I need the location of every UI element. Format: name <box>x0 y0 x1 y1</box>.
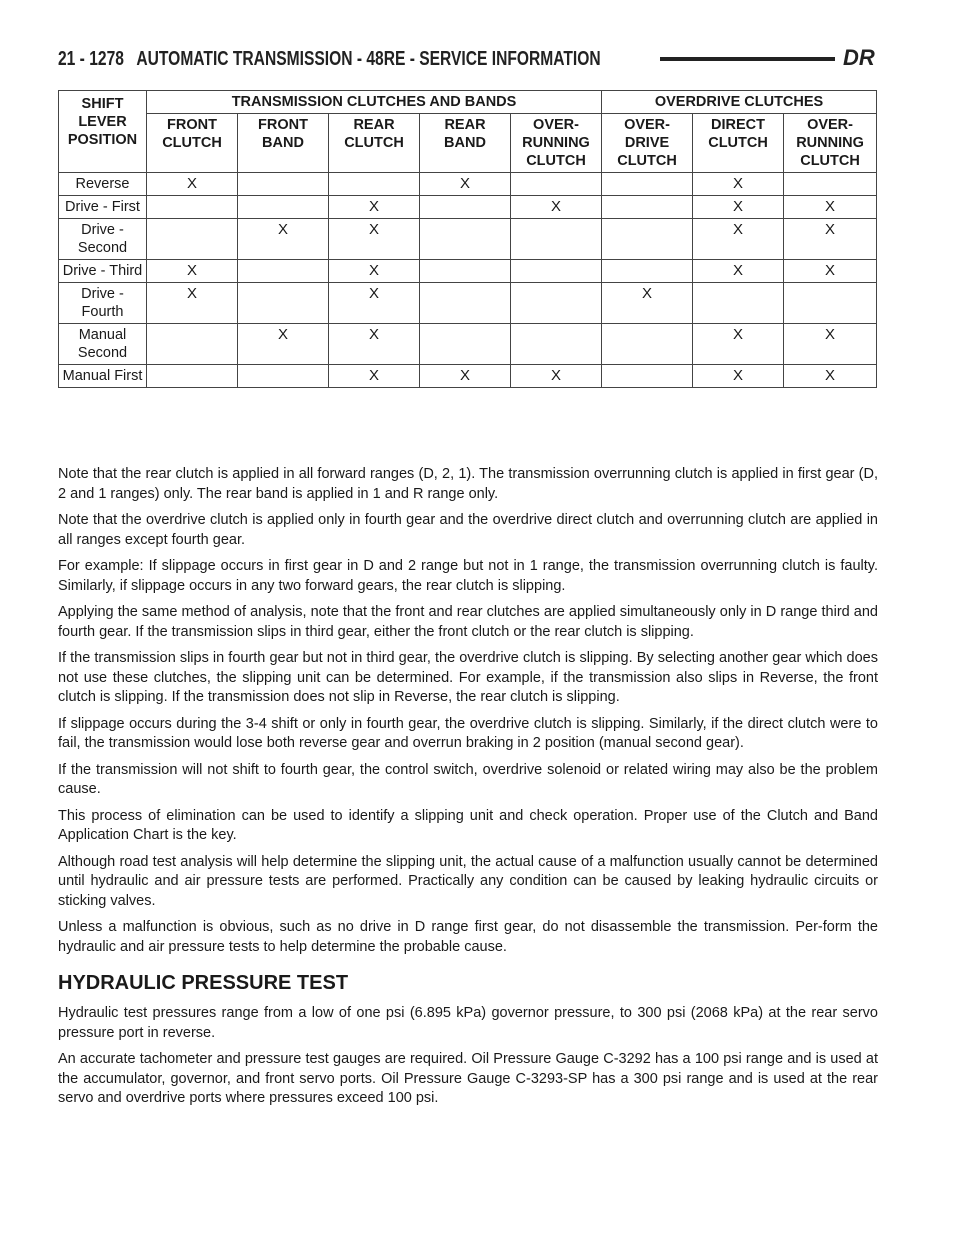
header-code: DR <box>843 45 875 70</box>
table-cell <box>602 365 693 388</box>
subheader-cell: DIRECT CLUTCH <box>693 114 784 173</box>
table-cell: X <box>693 260 784 283</box>
table-row <box>59 283 877 324</box>
subheader-cell: FRONT CLUTCH <box>147 114 238 173</box>
table-cell: X <box>238 219 329 260</box>
table-cell: X <box>693 365 784 388</box>
page-reference: 21 - 1278 <box>58 47 124 70</box>
table-cell <box>511 324 602 365</box>
table-cell: X <box>147 173 238 196</box>
row-label: Drive - Third <box>59 260 147 283</box>
subheader-cell: OVER-RUNNING CLUTCH <box>784 114 877 173</box>
table-cell: X <box>329 324 420 365</box>
paragraph: Hydraulic test pressures range from a low of one psi (6.895 kPa) governor pressure, to 300 psi (2068 kPa) at the rear servo pressure port in reverse. <box>58 1005 878 1041</box>
table-row <box>59 173 877 196</box>
paragraph: Although road test analysis will help determine the slipping unit, the actual cause of a malfunction usually cannot be determined until hydraulic and air pressure tests are performed. Practically any condition can be caused by leaking hydraulic circuits or sticking valves. <box>58 853 878 909</box>
row-label: Drive - First <box>59 196 147 219</box>
table-cell <box>420 260 511 283</box>
paragraph: An accurate tachometer and pressure test gauges are required. Oil Pressure Gauge C-3292 has a 100 psi range and is used at the accumulator, governor, and front servo ports. Oil Pressure Gauge C-3293-SP has a 300 psi range and is used at the rear servo and overdrive ports where pressures exceed 100 psi. <box>58 1051 878 1106</box>
table-cell <box>238 173 329 196</box>
row-label: Reverse <box>59 173 147 196</box>
table-cell: X <box>784 196 877 219</box>
table-row <box>59 365 877 388</box>
table-cell: X <box>693 219 784 260</box>
table-cell: X <box>511 196 602 219</box>
table-cell <box>147 365 238 388</box>
section-heading: HYDRAULIC PRESSURE TEST <box>58 972 349 994</box>
table-cell: X <box>420 365 511 388</box>
table-header-row <box>59 91 877 114</box>
group-overdrive-clutches: OVERDRIVE CLUTCHES <box>602 91 877 114</box>
table-cell <box>420 196 511 219</box>
table-cell <box>238 283 329 324</box>
paragraph: Unless a malfunction is obvious, such as no drive in D range first gear, do not disassemble the transmission. Per-form the hydraulic and air pressure tests to help determine the probable cause. <box>58 919 878 955</box>
table-body <box>59 173 877 388</box>
table-cell: X <box>693 173 784 196</box>
paragraph: If slippage occurs during the 3-4 shift or only in fourth gear, the overdrive clutch is slipping. Similarly, if the direct clutch were to fail, the transmission would lose both reverse gear and overrun braking in 2 position (manual second gear). <box>58 715 878 751</box>
table-cell: X <box>329 196 420 219</box>
row-label: Manual Second <box>59 324 147 365</box>
row-label: Manual First <box>59 365 147 388</box>
table-cell <box>238 196 329 219</box>
table-cell <box>602 219 693 260</box>
subheader-cell: REAR BAND <box>420 114 511 173</box>
table-cell: X <box>147 283 238 324</box>
paragraph-block <box>58 465 878 957</box>
col-shift-lever: SHIFT LEVER POSITION <box>59 91 147 173</box>
subheader-cell: FRONT BAND <box>238 114 329 173</box>
row-label: Drive - Fourth <box>59 283 147 324</box>
table-cell: X <box>329 260 420 283</box>
table-cell <box>147 324 238 365</box>
table-cell <box>602 324 693 365</box>
table-cell: X <box>784 260 877 283</box>
table-cell: X <box>784 324 877 365</box>
table-cell <box>602 260 693 283</box>
body-content <box>58 465 878 1116</box>
table-cell <box>238 365 329 388</box>
paragraph: This process of elimination can be used to identify a slipping unit and check operation. Proper use of the Clutch and Band Application Chart is the key. <box>58 807 878 843</box>
subheader-cell: OVER-DRIVE CLUTCH <box>602 114 693 173</box>
header-rule <box>660 57 835 61</box>
table-cell: X <box>602 283 693 324</box>
table-cell <box>147 219 238 260</box>
table-cell: X <box>420 173 511 196</box>
table-cell: X <box>147 260 238 283</box>
table-cell <box>329 173 420 196</box>
table-cell <box>511 260 602 283</box>
table-cell <box>693 283 784 324</box>
table-cell <box>511 173 602 196</box>
table-cell <box>511 283 602 324</box>
table-cell <box>784 283 877 324</box>
page-header <box>58 42 698 76</box>
table-cell: X <box>693 196 784 219</box>
subheader-cell: OVER-RUNNING CLUTCH <box>511 114 602 173</box>
table-row <box>59 260 877 283</box>
table-subheader-row <box>59 114 877 173</box>
table-cell <box>602 173 693 196</box>
table-cell: X <box>511 365 602 388</box>
paragraph: If the transmission slips in fourth gear but not in third gear, the overdrive clutch is slipping. By selecting another gear which does not use these clutches, the slipping unit can be determined. For example, if the transmission also slips in Reverse, the front clutch is slipping. If the transmission does not slip in Reverse, the rear clutch is slipping. <box>58 650 878 705</box>
table-row <box>59 324 877 365</box>
page-title: AUTOMATIC TRANSMISSION - 48RE - SERVICE INFORMATION <box>136 47 601 70</box>
paragraph: For example: If slippage occurs in first gear in D and 2 range but not in 1 range, the transmission overrunning clutch is faulty. Similarly, if slippage occurs in any two forward gears, the rear clutch is slipping. <box>58 558 878 594</box>
table-cell <box>420 219 511 260</box>
table-row <box>59 196 877 219</box>
clutch-band-application-table <box>58 90 877 388</box>
table-cell <box>147 196 238 219</box>
table-cell: X <box>329 219 420 260</box>
table-cell: X <box>693 324 784 365</box>
table-cell <box>784 173 877 196</box>
paragraph: Note that the overdrive clutch is applied only in fourth gear and the overdrive direct clutch and overrunning clutch are applied in all ranges except fourth gear. <box>58 512 878 548</box>
paragraph: Note that the rear clutch is applied in all forward ranges (D, 2, 1). The transmission overrunning clutch is applied in first gear (D, 2 and 1 ranges) only. The rear band is applied in 1 and R range only. <box>58 466 878 502</box>
group-transmission-clutches: TRANSMISSION CLUTCHES AND BANDS <box>147 91 602 114</box>
table-cell <box>511 219 602 260</box>
table-cell <box>420 324 511 365</box>
table-cell: X <box>784 365 877 388</box>
subheader-cell: REAR CLUTCH <box>329 114 420 173</box>
table-cell: X <box>238 324 329 365</box>
table-cell: X <box>329 365 420 388</box>
section-paragraph-block <box>58 1004 878 1109</box>
row-label: Drive - Second <box>59 219 147 260</box>
table-cell: X <box>329 283 420 324</box>
table-cell <box>420 283 511 324</box>
table-cell: X <box>784 219 877 260</box>
paragraph: If the transmission will not shift to fourth gear, the control switch, overdrive solenoid or related wiring may also be the problem cause. <box>58 761 878 797</box>
paragraph: Applying the same method of analysis, note that the front and rear clutches are applied simultaneously only in D range third and fourth gear. If the transmission slips in third gear, either the front clutch or the rear clutch is slipping. <box>58 604 878 640</box>
table-cell <box>238 260 329 283</box>
table-row <box>59 219 877 260</box>
table-cell <box>602 196 693 219</box>
